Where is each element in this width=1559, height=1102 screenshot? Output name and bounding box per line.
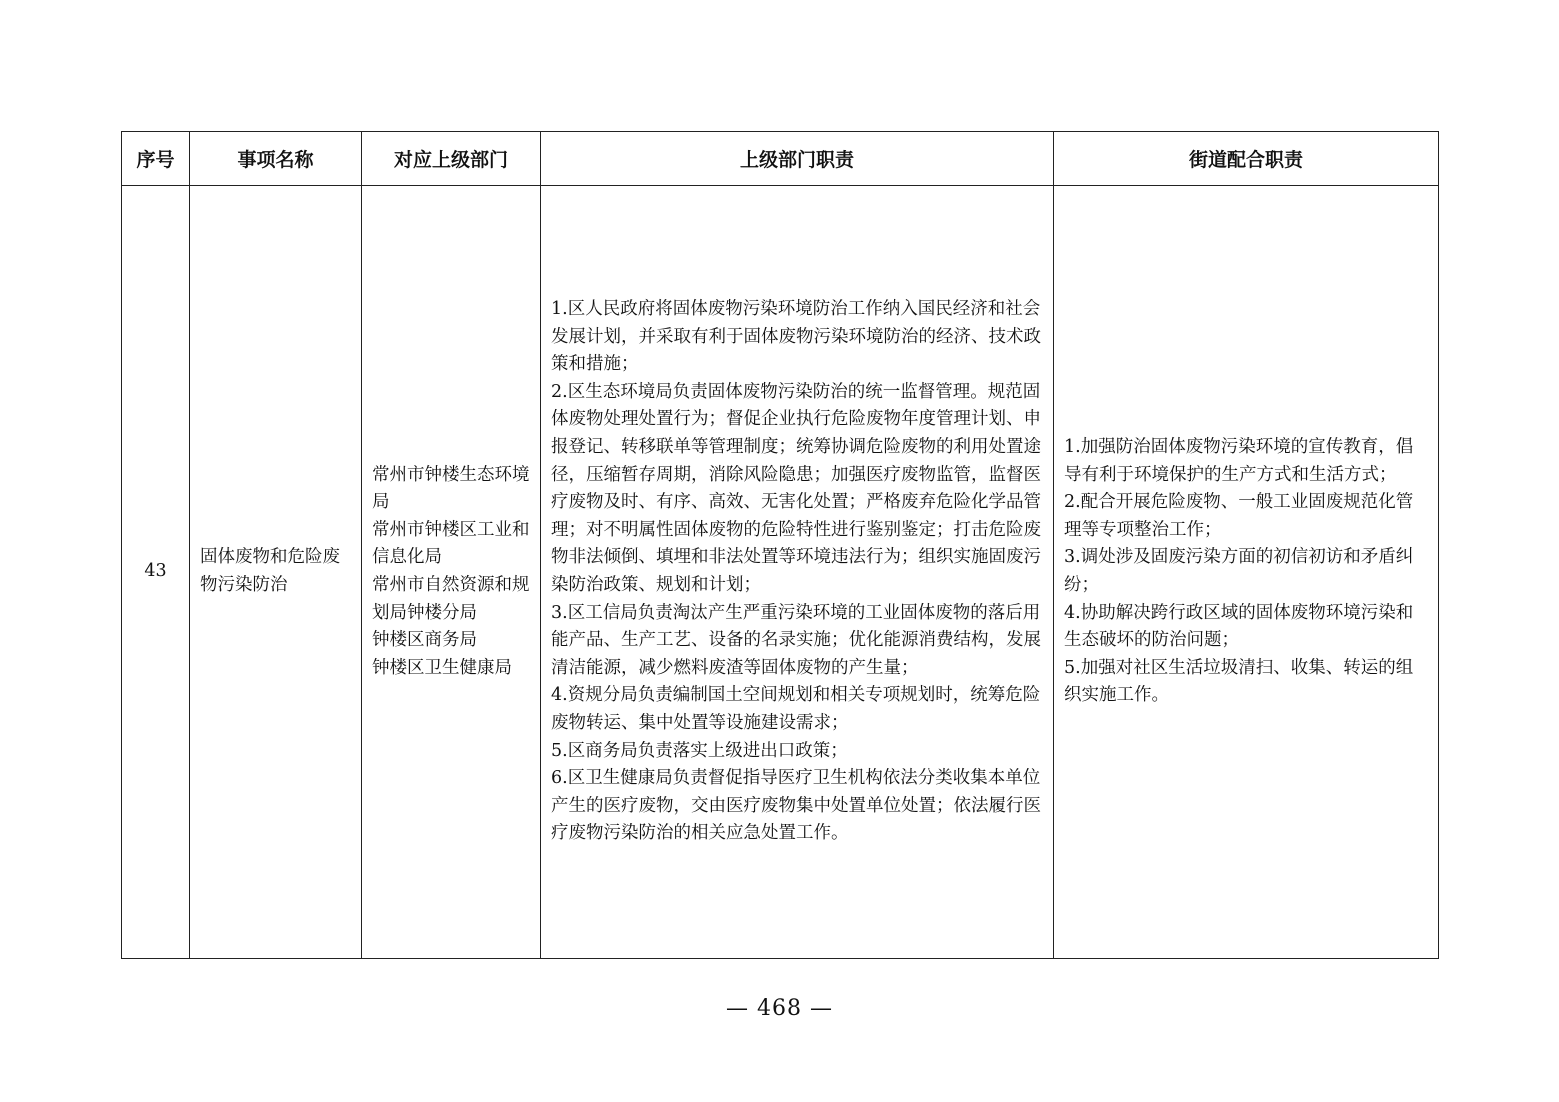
- upper-duty-item: 3.区工信局负责淘汰产生严重污染环境的工业固体废物的落后用能产品、生产工艺、设备的名录实施；优化能源消费结构，发展清洁能源，减少燃料废渣等固体废物的产生量；: [551, 602, 1041, 678]
- cell-seq: 43: [122, 186, 190, 959]
- street-duty-item: 1.加强防治固体废物污染环境的宣传教育，倡导有利于环境保护的生产方式和生活方式；: [1064, 437, 1414, 485]
- department-line: 常州市自然资源和规划局钟楼分局: [372, 575, 530, 623]
- cell-street-duties: [1054, 186, 1439, 959]
- responsibility-table: [121, 131, 1439, 959]
- cell-item-name: 固体废物和危险废物污染防治: [190, 186, 362, 959]
- street-duty-item: 2.配合开展危险废物、一般工业固废规范化管理等专项整治工作；: [1064, 492, 1414, 540]
- cell-departments: [362, 186, 541, 959]
- upper-duty-item: 1.区人民政府将固体废物污染环境防治工作纳入国民经济和社会发展计划，并采取有利于固体废物污染环境防治的经济、技术政策和措施；: [551, 299, 1041, 375]
- department-line: 钟楼区商务局: [372, 630, 477, 651]
- table-header-row: [122, 132, 1439, 186]
- department-line: 钟楼区卫生健康局: [372, 657, 512, 678]
- upper-duty-item: 6.区卫生健康局负责督促指导医疗卫生机构依法分类收集本单位产生的医疗废物，交由医疗废物集中处置单位处置；依法履行医疗废物污染防治的相关应急处置工作。: [551, 768, 1041, 844]
- page-number: — 468 —: [726, 996, 833, 1021]
- cell-upper-duties: [541, 186, 1054, 959]
- header-street-duties: 街道配合职责: [1054, 132, 1439, 186]
- upper-duty-item: 2.区生态环境局负责固体废物污染防治的统一监督管理。规范固体废物处理处置行为；督促企业执行危险废物年度管理计划、申报登记、转移联单等管理制度；统筹协调危险废物的利用处置途径，压缩暂存周期，消除风险隐患；加强医疗废物监管，监督医疗废物及时、有序、高效、无害化处置；严格废弃危险化学品管理；对不明属性固体废物的危险特性进行鉴别鉴定；打击危险废物非法倾倒、填埋和非法处置等环境违法行为；组织实施固废污染防治政策、规划和计划；: [551, 381, 1041, 595]
- header-department: 对应上级部门: [362, 132, 541, 186]
- street-duty-item: 4.协助解决跨行政区域的固体废物环境污染和生态破坏的防治问题；: [1064, 602, 1414, 651]
- department-line: 常州市钟楼生态环境局: [372, 464, 530, 513]
- header-item-name: 事项名称: [190, 132, 362, 186]
- street-duty-item: 5.加强对社区生活垃圾清扫、收集、转运的组织实施工作。: [1064, 657, 1414, 706]
- upper-duty-item: 4.资规分局负责编制国土空间规划和相关专项规划时，统筹危险废物转运、集中处置等设施建设需求；: [551, 685, 1041, 733]
- table-row: [122, 186, 1439, 959]
- upper-duty-item: 5.区商务局负责落实上级进出口政策；: [551, 740, 848, 761]
- header-seq: 序号: [122, 132, 190, 186]
- department-line: 常州市钟楼区工业和信息化局: [372, 519, 530, 568]
- street-duty-item: 3.调处涉及固废污染方面的初信初访和矛盾纠纷；: [1064, 547, 1414, 595]
- header-upper-duties: 上级部门职责: [541, 132, 1054, 186]
